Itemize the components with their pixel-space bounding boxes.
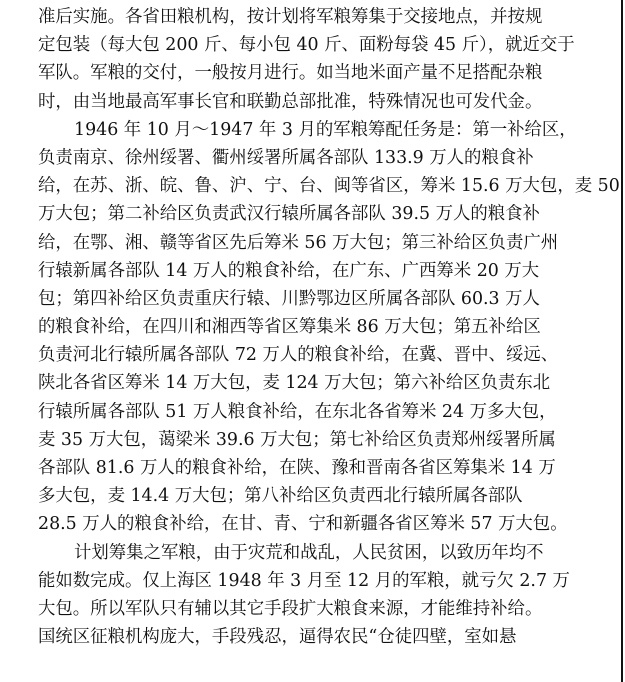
text-line: 行辕所属各部队 51 万人粮食补给，在东北各省筹米 24 万多大包， bbox=[38, 401, 557, 422]
text-line: 准后实施。各省田粮机构，按计划将军粮筹集于交接地点，并按规 bbox=[38, 7, 543, 27]
paragraph-first-line: 1946 年 10 月～1947 年 3 月的军粮筹配任务是：第一补给区， bbox=[74, 119, 577, 140]
text-line: 给，在鄂、湘、赣等省区先后筹米 56 万大包；第三补给区负责广州 bbox=[38, 232, 559, 253]
text-line: 定包装（每大包 200 斤、每小包 40 斤、面粉每袋 45 斤），就近交于 bbox=[38, 35, 575, 56]
page-border-right bbox=[621, 0, 623, 682]
text-line: 麦 35 万大包，蔼梁米 39.6 万大包；第七补给区负责郑州绥署所属 bbox=[38, 429, 556, 450]
text-line: 陕北各省区筹米 14 万大包，麦 124 万大包；第六补给区负责东北 bbox=[38, 373, 551, 394]
text-line: 负责河北行辕所属各部队 72 万人的粮食补给，在冀、晋中、绥远、 bbox=[38, 345, 559, 366]
text-line: 各部队 81.6 万人的粮食补给，在陕、豫和晋南各省区筹集米 14 万 bbox=[38, 458, 556, 478]
text-line: 军队。军粮的交付，一般按月进行。如当地米面产量不足搭配杂粮 bbox=[38, 63, 543, 84]
text-line: 能如数完成。仅上海区 1948 年 3 月至 12 月的军粮，就亏欠 2.7 万 bbox=[38, 570, 570, 591]
paragraph-first-line: 计划筹集之军粮，由于灾荒和战乱，人民贫困，以致历年均不 bbox=[74, 542, 544, 563]
text-line: 时，由当地最高军事长官和联勤总部批准，特殊情况也可发代金。 bbox=[38, 91, 543, 112]
document-body bbox=[38, 3, 620, 651]
text-line: 包；第四补给区负责重庆行辕、川黔鄂边区所属各部队 60.3 万人 bbox=[38, 288, 540, 309]
text-line: 负责南京、徐州绥署、衢州绥署所属各部队 133.9 万人的粮食补 bbox=[38, 147, 534, 168]
text-line: 28.5 万人的粮食补给，在甘、青、宁和新疆各省区筹米 57 万大包。 bbox=[38, 514, 568, 535]
text-line: 的粮食补给，在四川和湘西等省区筹集米 86 万大包；第五补给区 bbox=[38, 317, 541, 338]
text-line: 多大包，麦 14.4 万大包；第八补给区负责西北行辕所属各部队 bbox=[38, 486, 523, 507]
text-line: 大包。所以军队只有辅以其它手段扩大粮食来源，才能维持补给。 bbox=[38, 598, 543, 619]
text-line: 万大包；第二补给区负责武汉行辕所属各部队 39.5 万人的粮食补 bbox=[38, 204, 540, 225]
text-line: 给，在苏、浙、皖、鲁、沪、宁、台、闽等省区，筹米 15.6 万大包，麦 50 bbox=[38, 176, 620, 197]
text-line: 行辕新属各部队 14 万人的粮食补给，在广东、广西筹米 20 万大 bbox=[38, 260, 540, 281]
text-line: 国统区征粮机构庞大，手段残忍，逼得农民“仓徒四壁，室如悬 bbox=[38, 627, 517, 648]
